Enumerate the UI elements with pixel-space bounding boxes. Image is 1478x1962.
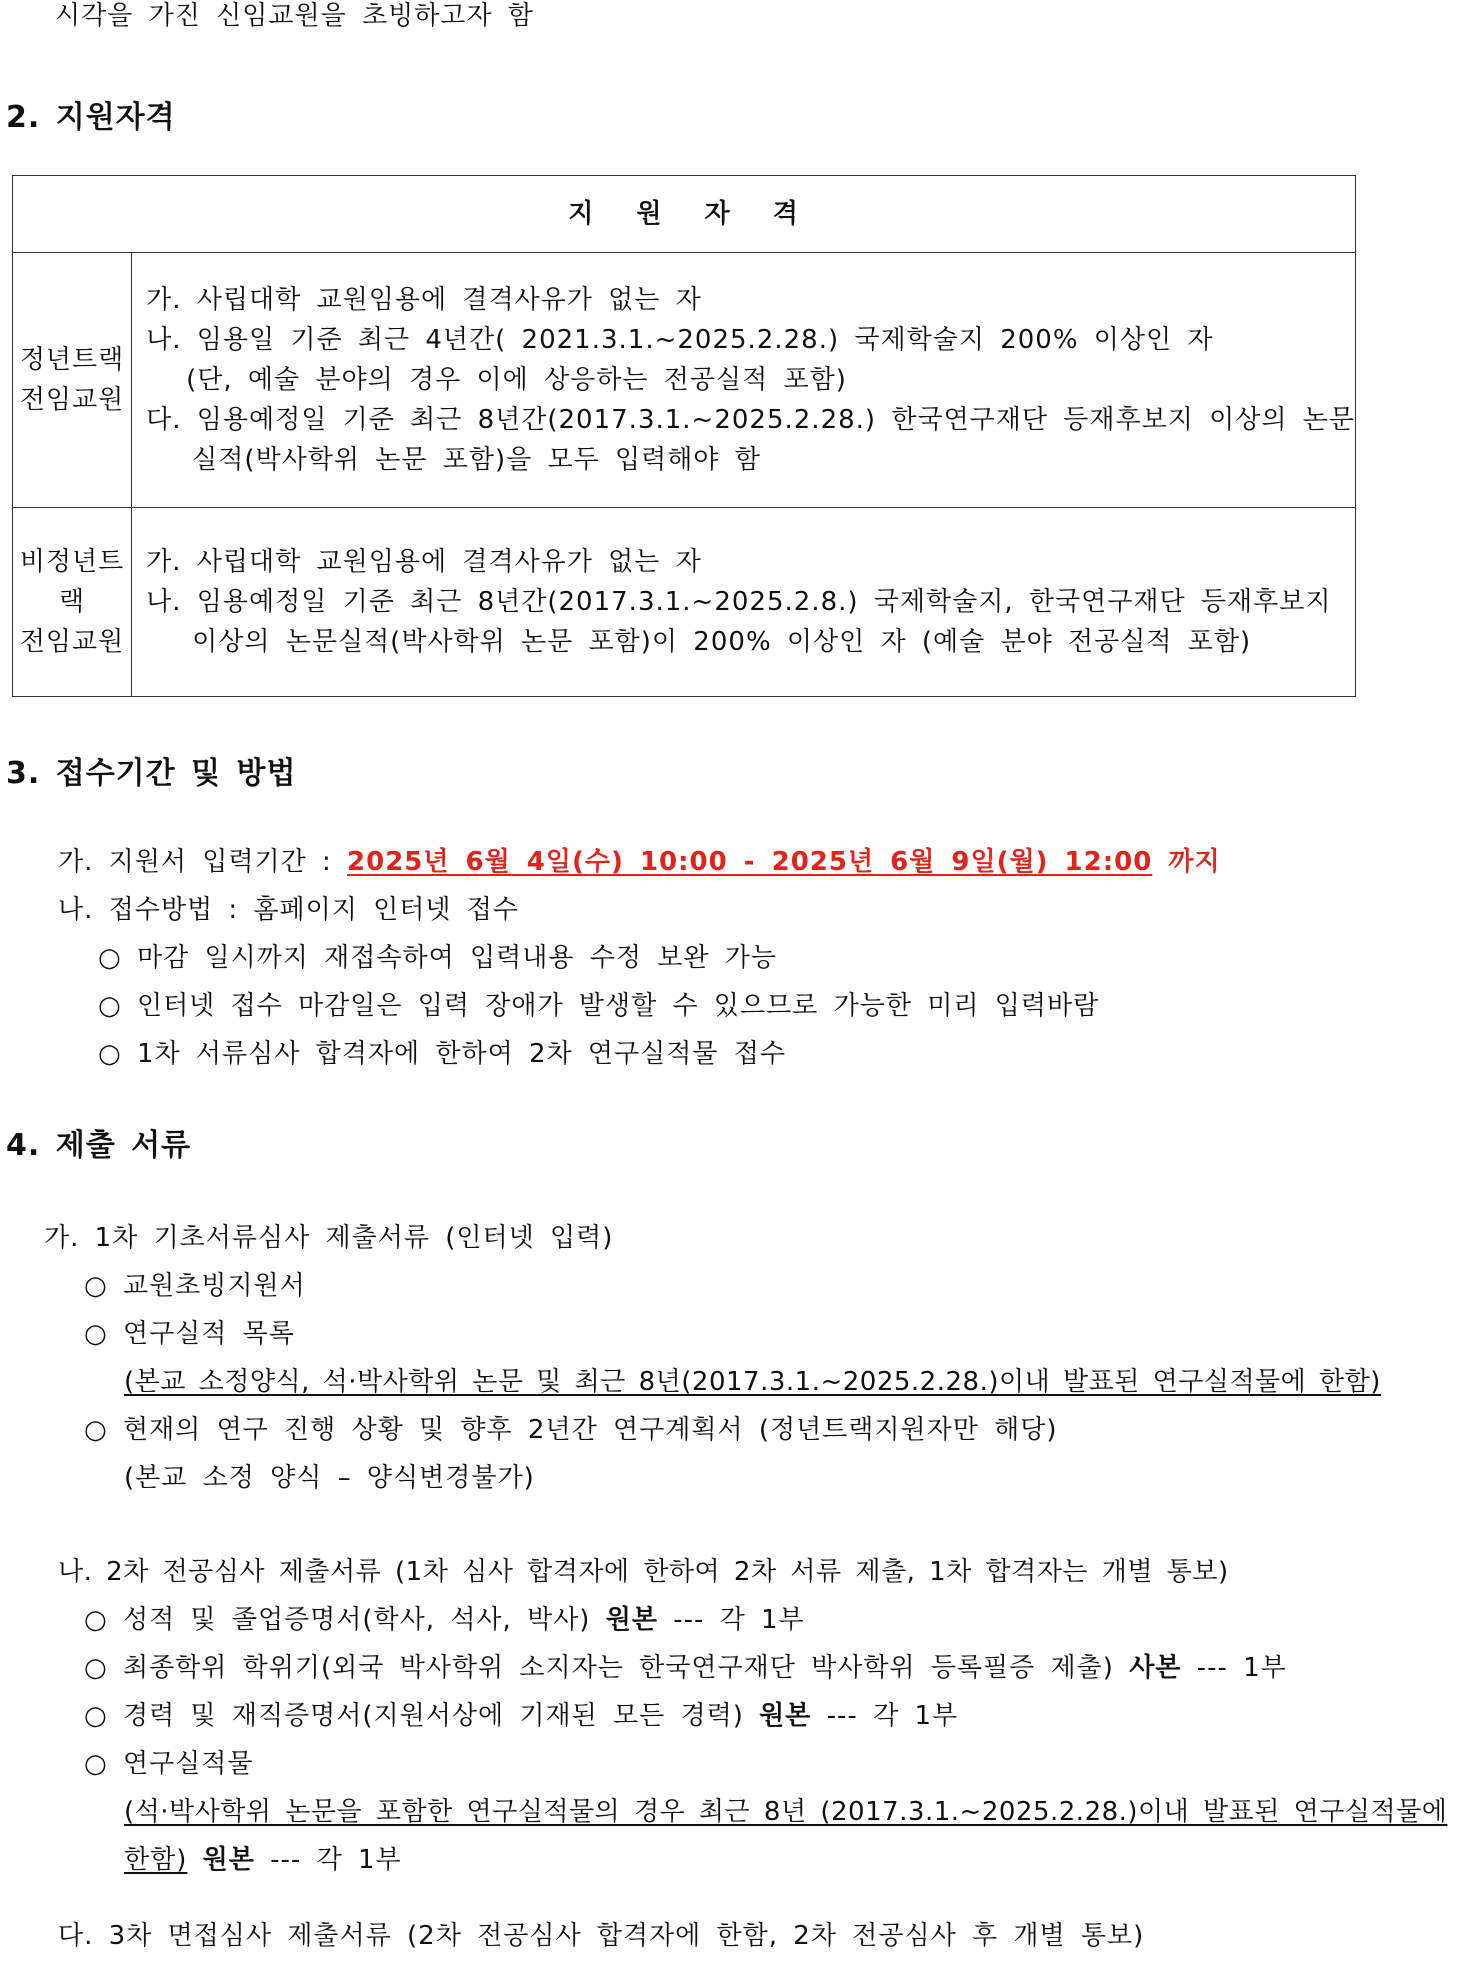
list-item-text: ○ 최종학위 학위기(외국 박사학위 소지자는 한국연구재단 박사학위 등록필증 제출) [84, 1653, 1130, 1683]
list-item-tail: --- 각 1부 [254, 1845, 402, 1875]
section-heading-qualification: 2. 지원자격 [6, 100, 176, 135]
application-period [58, 846, 1221, 878]
list-item-note: (본교 소정양식, 석·박사학위 논문 및 최근 8년(2017.3.1.~2025.2.28.)이내 발표된 연구실적물에 한함) [124, 1367, 1381, 1397]
list-item-emphasis: 원본 [605, 1605, 658, 1635]
qualification-details [132, 508, 1356, 697]
table-row [13, 253, 1356, 508]
list-item [84, 1652, 1287, 1684]
list-item: ○ 교원초빙지원서 [84, 1271, 306, 1301]
list-item-note [124, 1844, 402, 1876]
category-label: 정년트랙 [19, 345, 125, 375]
list-item [84, 1700, 958, 1732]
list-item-tail: --- 각 1부 [657, 1605, 805, 1635]
category-label: 전임교원 [19, 627, 125, 657]
list-item: ○ 연구실적 목록 [84, 1319, 295, 1349]
list-item: ○ 마감 일시까지 재접속하여 입력내용 수정 보완 가능 [98, 943, 777, 973]
qualification-item: 나. 임용일 기준 최근 4년간( 2021.3.1.~2025.2.28.) 국제학술지 200% 이상인 자 [146, 325, 1214, 355]
qualification-item: 나. 임용예정일 기준 최근 8년간(2017.3.1.~2025.2.8.) 국제학술지, 한국연구재단 등재후보지 [146, 587, 1332, 617]
category-cell [13, 253, 132, 508]
list-item-emphasis: 원본 [202, 1845, 255, 1875]
category-label: 전임교원 [19, 385, 125, 415]
list-item-note-text: 한함) [124, 1845, 188, 1875]
third-review-title: 다. 3차 면접심사 제출서류 (2차 전공심사 합격자에 한함, 2차 전공심사 후 개별 통보) [58, 1921, 1145, 1951]
list-item-emphasis: 원본 [759, 1701, 812, 1731]
list-item-note: (석·박사학위 논문을 포함한 연구실적물의 경우 최근 8년 (2017.3.1.~2025.2.28.)이내 발표된 연구실적물에 [124, 1797, 1448, 1827]
category-cell [13, 508, 132, 697]
section-heading-reception: 3. 접수기간 및 방법 [6, 756, 297, 791]
second-review-title: 나. 2차 전공심사 제출서류 (1차 심사 합격자에 한하여 2차 서류 제출, 1차 합격자는 개별 통보) [58, 1557, 1229, 1587]
section-heading-documents: 4. 제출 서류 [6, 1128, 192, 1163]
list-item: ○ 현재의 연구 진행 상황 및 향후 2년간 연구계획서 (정년트랙지원자만 해당) [84, 1415, 1058, 1445]
period-suffix: 까지 [1152, 847, 1221, 877]
qualification-item: 다. 임용예정일 기준 최근 8년간(2017.3.1.~2025.2.28.) 한국연구재단 등재후보지 이상의 논문 [146, 405, 1355, 435]
period-label: 가. 지원서 입력기간 : [58, 847, 348, 877]
qualification-table [12, 175, 1356, 697]
qualification-item: 가. 사립대학 교원임용에 결격사유가 없는 자 [146, 547, 702, 577]
intro-tail-text: 시각을 가진 신임교원을 초빙하고자 함 [55, 1, 534, 31]
table-row [13, 508, 1356, 697]
list-item-text: ○ 경력 및 재직증명서(지원서상에 기재된 모든 경력) [84, 1701, 760, 1731]
period-value: 2025년 6월 4일(수) 10:00 - 2025년 6월 9일(월) 12:00 [347, 847, 1153, 877]
reception-method: 나. 접수방법 : 홈페이지 인터넷 접수 [58, 895, 519, 925]
list-item [84, 1604, 805, 1636]
list-item: ○ 연구실적물 [84, 1749, 254, 1779]
table-header-row [13, 176, 1356, 253]
table-header: 지 원 자 격 [13, 176, 1356, 253]
qualification-item: 이상의 논문실적(박사학위 논문 포함)이 200% 이상인 자 (예술 분야 전공실적 포함) [192, 627, 1252, 657]
list-item-emphasis: 사본 [1129, 1653, 1182, 1683]
qualification-item: 가. 사립대학 교원임용에 결격사유가 없는 자 [146, 285, 702, 315]
category-label: 비정년트랙 [19, 547, 125, 617]
qualification-item: (단, 예술 분야의 경우 이에 상응하는 전공실적 포함) [186, 365, 847, 395]
list-item-tail: --- 1부 [1181, 1653, 1287, 1683]
list-item-tail: --- 각 1부 [811, 1701, 959, 1731]
list-item-text: ○ 성적 및 졸업증명서(학사, 석사, 박사) [84, 1605, 606, 1635]
list-item: ○ 인터넷 접수 마감일은 입력 장애가 발생할 수 있으므로 가능한 미리 입력바람 [98, 991, 1100, 1021]
first-review-title: 가. 1차 기초서류심사 제출서류 (인터넷 입력) [44, 1223, 614, 1253]
list-item: ○ 1차 서류심사 합격자에 한하여 2차 연구실적물 접수 [98, 1039, 786, 1069]
list-item-note: (본교 소정 양식 – 양식변경불가) [124, 1463, 535, 1493]
qualification-item: 실적(박사학위 논문 포함)을 모두 입력해야 함 [192, 445, 761, 475]
qualification-details [132, 253, 1356, 508]
